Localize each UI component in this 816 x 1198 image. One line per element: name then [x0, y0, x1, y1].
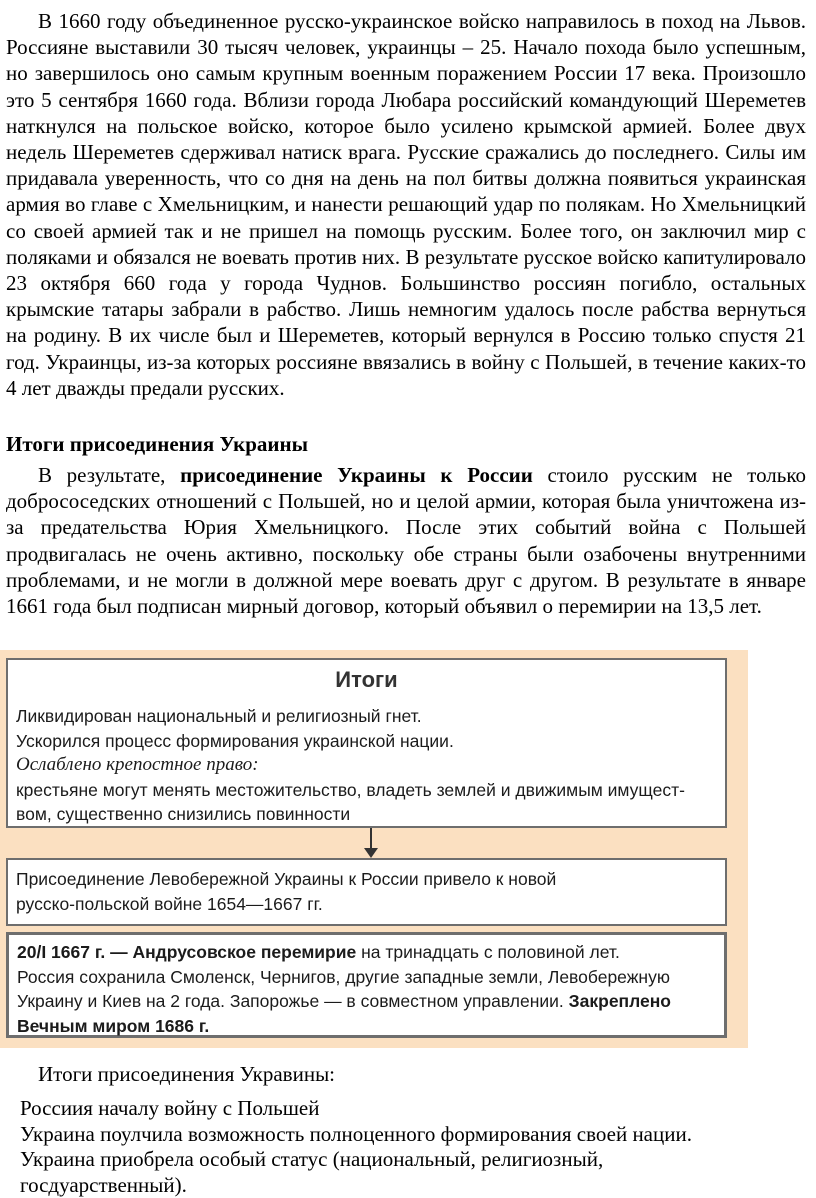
andrusovo-box [6, 932, 727, 1038]
results-line: крестьяне могут менять местожительство, владеть землей и движимым имущест- [16, 779, 685, 800]
results-line: Ликвидирован национальный и религиозный гнет. [16, 706, 422, 726]
section-heading: Итоги присоединения Украины [6, 432, 309, 456]
paragraph-results-bold: присоединение Украины к России [180, 463, 533, 487]
summary-item: госдуарственный). [20, 1172, 187, 1197]
andrusovo-line [17, 940, 671, 965]
summary-item: Украина поулчила возможность полноценного формирования своей нации. [20, 1121, 692, 1146]
war-box-line: Присоединение Левобережной Украины к России привело к новой [16, 869, 557, 889]
results-box-title: Итоги [335, 667, 398, 692]
results-box [6, 658, 727, 828]
summary-title: Итоги присоединения Укравины: [38, 1062, 336, 1086]
paragraph-results [6, 462, 806, 619]
paragraph-results-rest: стоило русским не только добрососедских отношений с Польшей, но и целой армии, которая была уничтожена из-за предательства Юрия Хмельницкого. После этих событий война с Польшей продвигалась не очень активно, поскольку обе страны были озабочены внутренними проблемами, и не могли в должной мере воевать друг с другом. В результате в январе 1661 года был подписан мирный договор, который объявил о перемирии на 13,5 лет. [6, 463, 806, 619]
results-line: Ускорился процесс формирования украинской нации. [16, 730, 454, 751]
andrusovo-line: Россия сохранила Смоленск, Чернигов, другие западные земли, Левобережную [17, 966, 670, 987]
arrow-down-icon [370, 828, 372, 850]
andrusovo-bold: 20/I 1667 г. — Андрусовское перемирие [17, 942, 357, 962]
war-box-text [16, 867, 556, 917]
paragraph-results-start: В результате, [38, 463, 181, 487]
andrusovo-text: Украину и Киев на 2 года. Запорожье — в совместном управлении. [17, 991, 569, 1011]
summary-item: Россиия началу войну с Польшей [20, 1096, 320, 1120]
andrusovo-box-text [17, 940, 671, 1038]
andrusovo-text: на тринадцать с половиной лет. [356, 942, 620, 962]
andrusovo-line [17, 1014, 671, 1039]
results-box-lines [16, 704, 685, 827]
andrusovo-bold: Закреплено [568, 991, 671, 1011]
results-line: вом, существенно снизились повинности [16, 804, 351, 824]
paragraph-campaign-1660: В 1660 году объединенное русско-украинское войско направилось в поход на Львов. Россияне выставили 30 тысяч человек, украинцы – 25. Начало похода было успешным, но завершилось оно самым крупным военным поражением России 17 века. Произошло это 5 сентября 1660 года. Вблизи города Любара российский командующий Шереметев наткнулся на польское войско, которое было усилено крымской армией. Более двух недель Шереметев сдерживал натиск врага. Русские сражались до последнего. Силы им придавала уверенность, что со дня на день на пол битвы должна появиться украинская армия во главе с Хмельницким, и нанести решающий удар по полякам. Но Хмельницкий со своей армией так и не пришел на помощь русским. Более того, он заключил мир с поляками и обязался не воевать против них. В результате русское войско капитулировало 23 октября 660 года у города Чуднов. Большинство россиян погибло, остальных крымские татары забрали в рабство. Лишь немногим удалось после рабства вернуться на родину. В их числе был и Шереметев, который вернулся в Россию только спустя 21 год. Украинцы, из-за которых россияне ввязались в войну с Польшей, в течение каких-то 4 лет дважды предали русских. [6, 9, 806, 400]
war-box-line: русско-польской войне 1654—1667 гг. [16, 894, 323, 914]
andrusovo-line [17, 989, 671, 1014]
results-figure [0, 650, 748, 1048]
war-box [6, 858, 727, 926]
summary-list [20, 1096, 692, 1198]
andrusovo-bold: Вечным миром 1686 г. [17, 1015, 210, 1036]
results-line-italic: Ослаблено крепостное право: [16, 754, 259, 775]
arrow-head-icon [364, 848, 378, 858]
summary-item: Украина приобрела особый статус (национальный, религиозный, [20, 1147, 604, 1171]
